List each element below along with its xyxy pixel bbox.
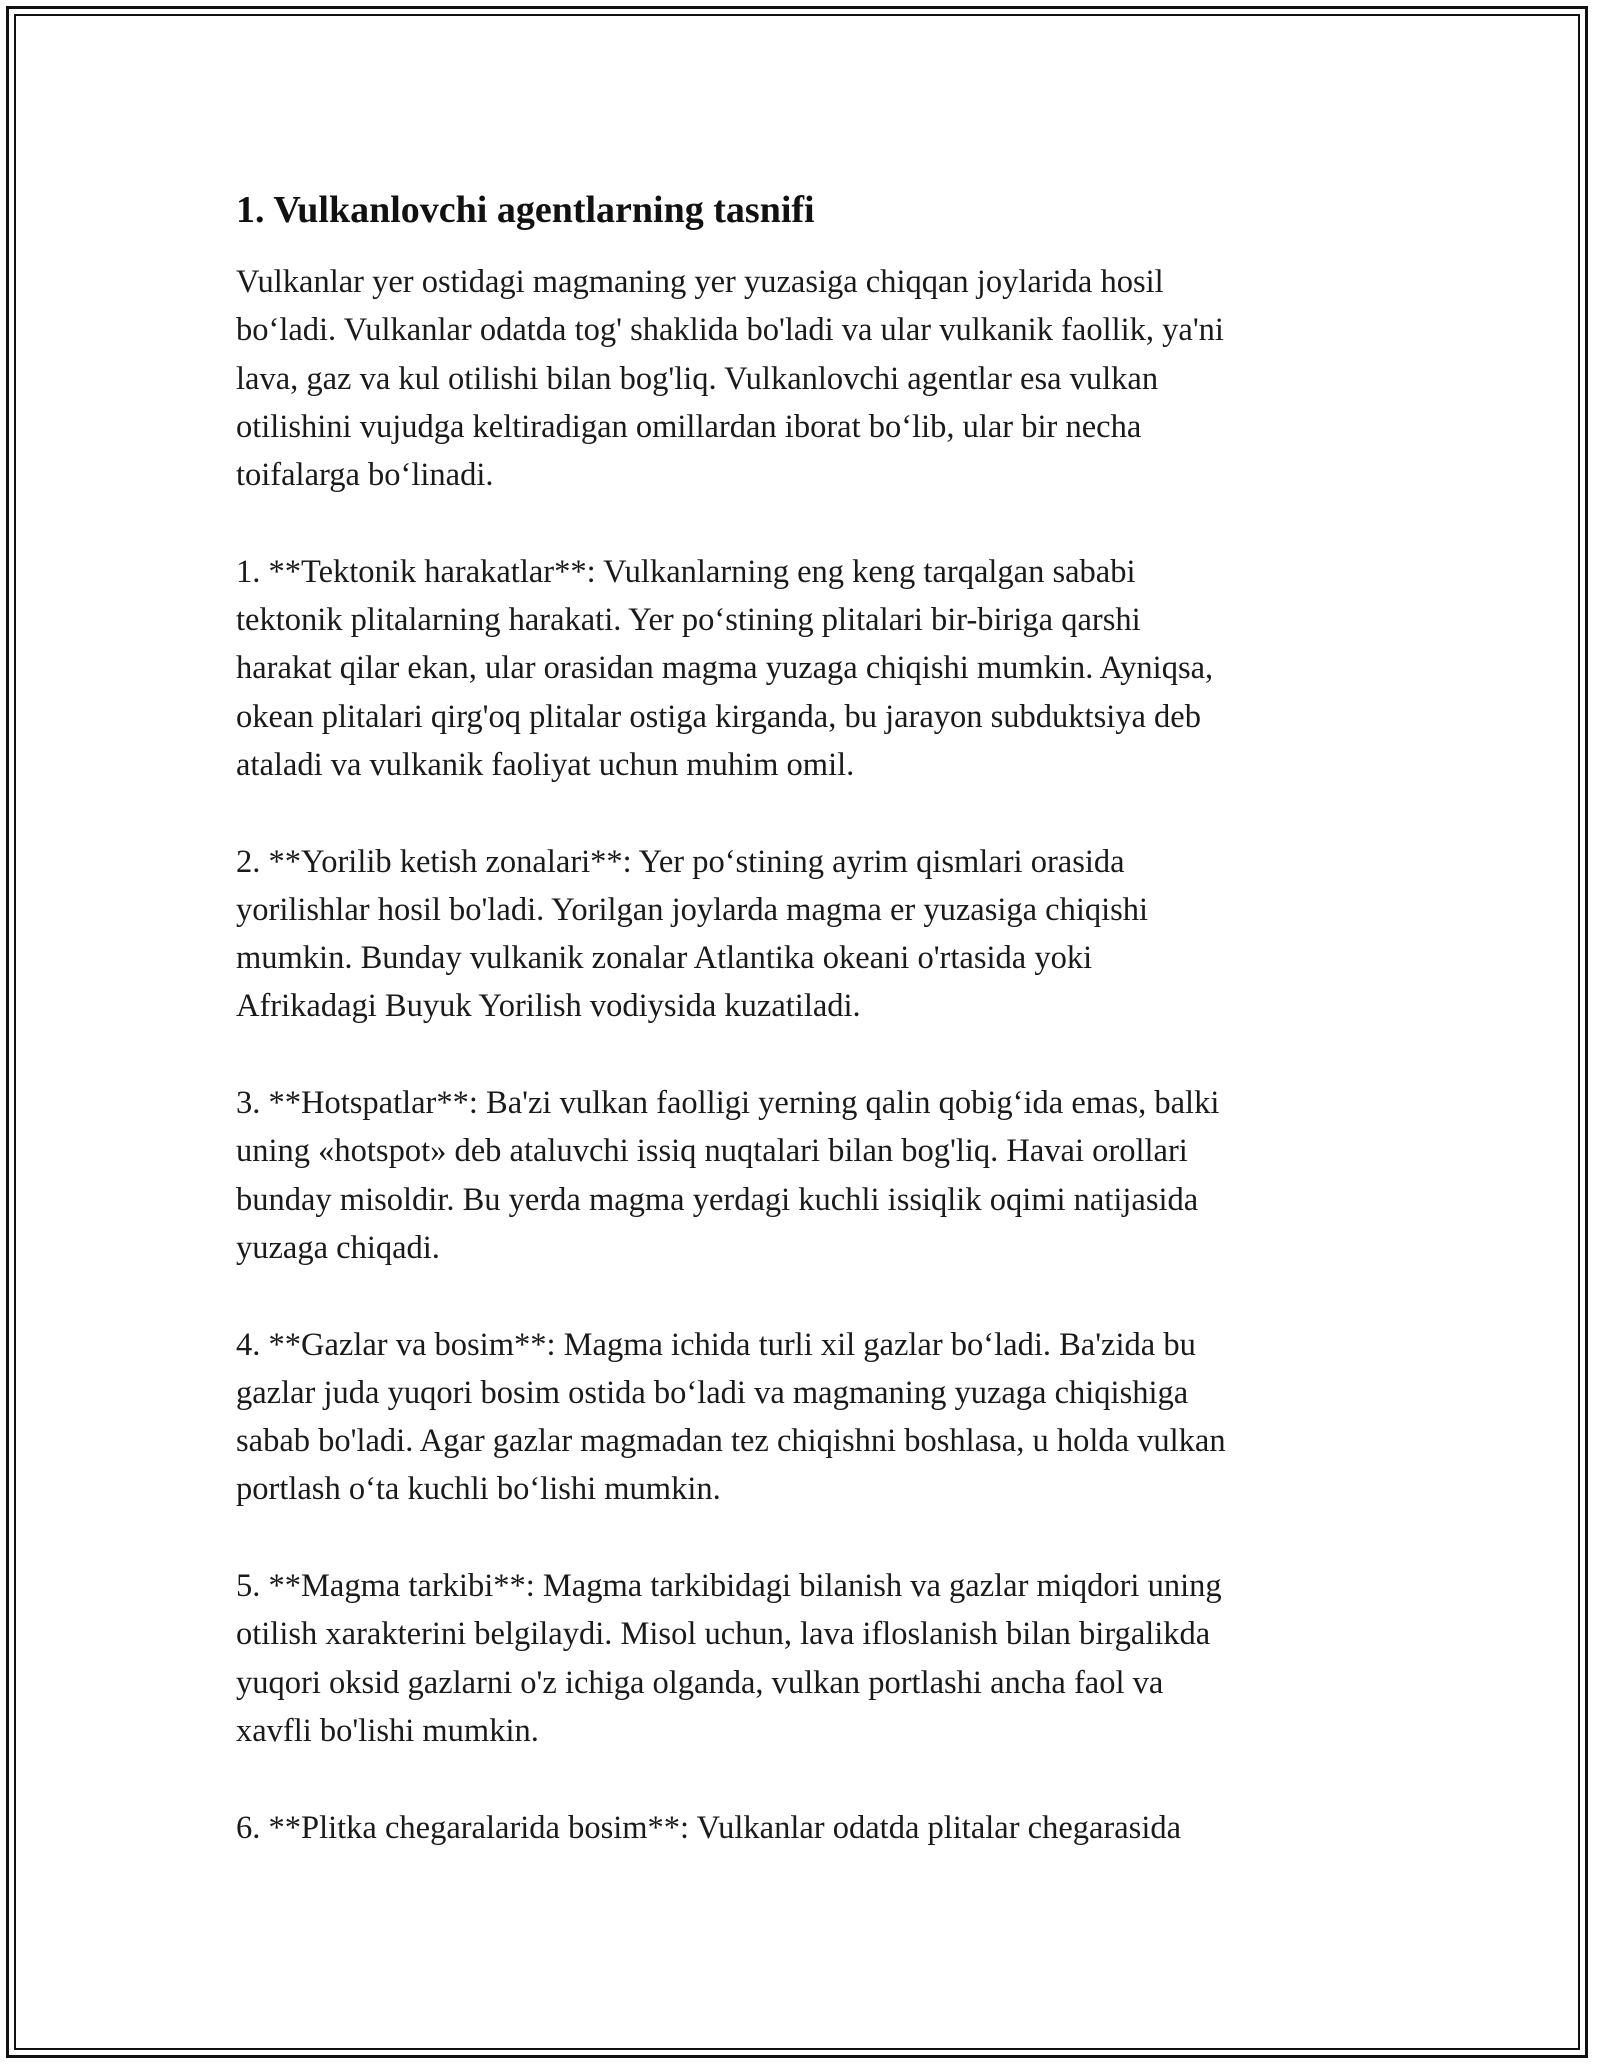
intro-paragraph: Vulkanlar yer ostidagi magmaning yer yuzasiga chiqqan joylarida hosil bo‘ladi. Vulkanlar odatda tog' shaklida bo'ladi va ular vulkanik faollik, ya'ni lava, gaz va kul otilishi bilan bog'liq. Vulkanlovchi agentlar esa vulkan otilishini vujudga keltiradigan omillardan iborat bo‘lib, ular bir necha toifalarga bo‘linadi. — [236, 264, 1224, 494]
list-item-rift-zones: 2. **Yorilib ketish zonalari**: Yer po‘stining ayrim qismlari orasida yorilishlar hosil bo'ladi. Yorilgan joylarda magma er yuzasiga chiqishi mumkin. Bunday vulkanik zonalar Atlantika okeani o'rtasida yoki Afrikadagi Buyuk Yorilish vodiysida kuzatiladi. — [236, 843, 1149, 1025]
list-item-tectonic-movements: 1. **Tektonik harakatlar**: Vulkanlarning eng keng tarqalgan sababi tektonik plitalarning harakati. Yer po‘stining plitalari bir-biriga qarshi harakat qilar ekan, ular orasidan magma yuzaga chiqishi mumkin. Ayniqsa, okean plitalari qirg'oq plitalar ostiga kirganda, bu jarayon subduktsiya deb ataladi va vulkanik faoliyat uchun muhim omil. — [236, 553, 1214, 783]
document-body — [236, 186, 1366, 1900]
list-item-gases-pressure: 4. **Gazlar va bosim**: Magma ichida turli xil gazlar bo‘ladi. Ba'zida bu gazlar juda yuqori bosim ostida bo‘ladi va magmaning yuzaga chiqishiga sabab bo'ladi. Agar gazlar magmadan tez chiqishni boshlasa, u holda vulkan portlash o‘ta kuchli bo‘lishi mumkin. — [236, 1326, 1226, 1508]
list-item-plate-boundary-pressure: 6. **Plitka chegaralarida bosim**: Vulkanlar odatda plitalar chegarasida — [236, 1809, 1182, 1846]
list-item-hotspots: 3. **Hotspatlar**: Ba'zi vulkan faolligi yerning qalin qobig‘ida emas, balki uning «hotspot» deb ataluvchi issiq nuqtalari bilan bog'liq. Havai orollari bunday misoldir. Bu yerda magma yerdagi kuchli issiqlik oqimi natijasida yuzaga chiqadi. — [236, 1085, 1220, 1266]
list-item-magma-composition: 5. **Magma tarkibi**: Magma tarkibidagi bilanish va gazlar miqdori uning otilish xarakterini belgilaydi. Misol uchun, lava ifloslanish bilan birgalikda yuqori oksid gazlarni o'z ichiga olganda, vulkan portlashi ancha faol va xavfli bo'lishi mumkin. — [236, 1568, 1222, 1749]
section-heading: 1. Vulkanlovchi agentlarning tasnifi — [236, 189, 815, 231]
